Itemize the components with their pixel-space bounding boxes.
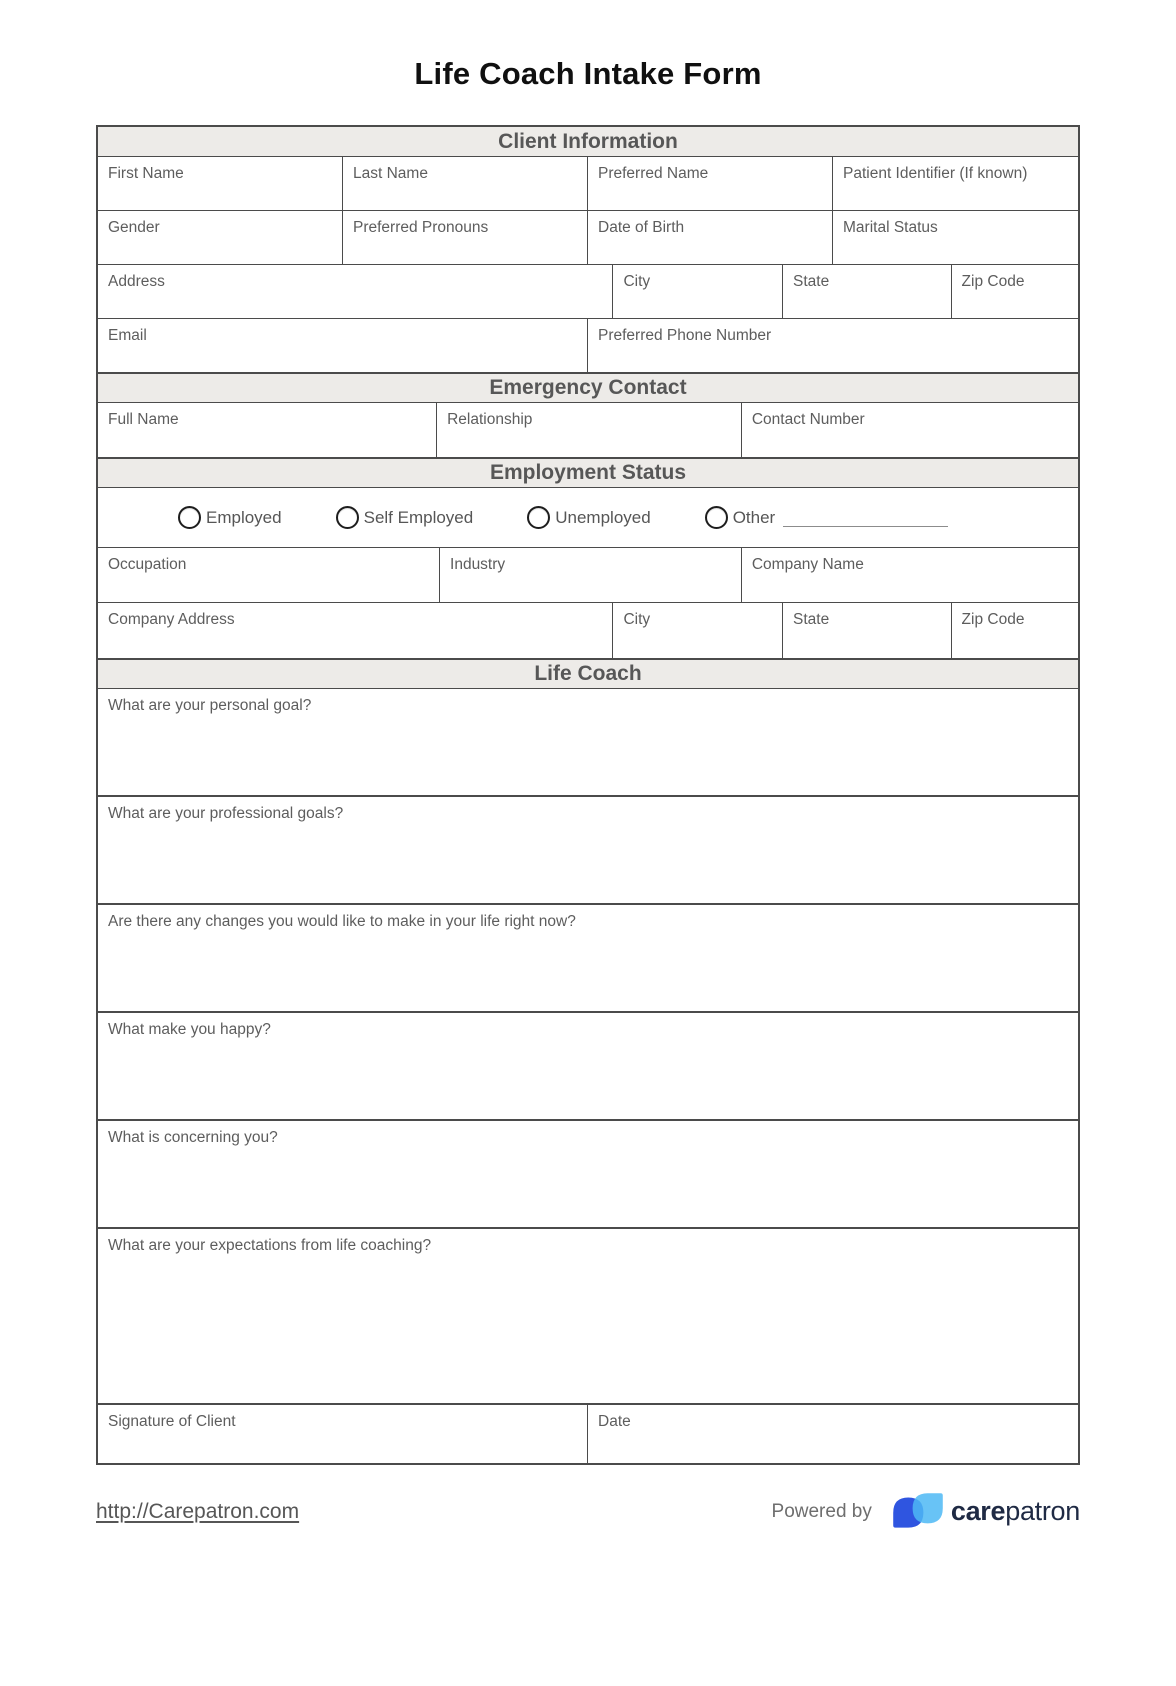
section-header-employment-status [98, 458, 1078, 488]
question-happiness-label: What make you happy? [108, 1021, 271, 1038]
first-name-label: First Name [108, 165, 184, 182]
other-text-line[interactable] [783, 508, 948, 527]
section-title: Employment Status [489, 461, 687, 484]
section-header-life-coach [98, 659, 1078, 689]
city-field[interactable] [613, 265, 783, 318]
question-happiness-row [98, 1013, 1078, 1121]
company-city-label: City [623, 611, 651, 628]
page-title: Life Coach Intake Form [414, 56, 762, 91]
address-field[interactable] [98, 265, 613, 318]
state-label: State [793, 273, 830, 290]
radio-label-unemployed: Unemployed [555, 507, 651, 527]
row-company-address [98, 603, 1078, 659]
question-concerns-row [98, 1121, 1078, 1229]
question-professional-goals-label: What are your professional goals? [108, 805, 344, 822]
page-footer [96, 1492, 1080, 1531]
question-expectations-field[interactable] [98, 1229, 1078, 1403]
company-zip-code-field[interactable] [952, 603, 1078, 658]
date-label: Date [598, 1413, 631, 1430]
row-demographics [98, 211, 1078, 265]
preferred-name-label: Preferred Name [598, 165, 709, 182]
question-professional-goals-field[interactable] [98, 797, 1078, 903]
first-name-field[interactable] [98, 157, 343, 210]
company-state-field[interactable] [783, 603, 952, 658]
question-concerns-field[interactable] [98, 1121, 1078, 1227]
signature-of-client-field[interactable] [98, 1405, 588, 1463]
occupation-label: Occupation [108, 556, 187, 573]
company-address-field[interactable] [98, 603, 613, 658]
city-label: City [623, 273, 651, 290]
zip-code-field[interactable] [952, 265, 1078, 318]
section-header-client-information [98, 127, 1078, 157]
radio-option-self-employed[interactable] [336, 506, 474, 529]
patient-identifier-label: Patient Identifier (If known) [843, 165, 1028, 182]
question-life-changes-label: Are there any changes you would like to make in your life right now? [108, 913, 576, 930]
powered-by-text: Powered by [771, 1500, 872, 1522]
industry-field[interactable] [440, 548, 742, 602]
last-name-label: Last Name [353, 165, 428, 182]
row-address [98, 265, 1078, 319]
date-of-birth-label: Date of Birth [598, 219, 685, 236]
radio-button-icon [705, 506, 728, 529]
brand-light-part: patron [1005, 1496, 1080, 1526]
emergency-relationship-field[interactable] [437, 403, 742, 457]
radio-label-self-employed: Self Employed [363, 507, 474, 527]
emergency-contact-number-label: Contact Number [751, 411, 865, 428]
company-name-label: Company Name [751, 556, 864, 573]
email-field[interactable] [98, 319, 588, 372]
emergency-contact-number-field[interactable] [742, 403, 1078, 457]
date-field[interactable] [588, 1405, 1078, 1463]
question-concerns-label: What is concerning you? [108, 1129, 278, 1146]
carepatron-logo-icon [890, 1492, 946, 1531]
company-state-label: State [793, 611, 830, 628]
company-city-field[interactable] [613, 603, 783, 658]
row-signature [98, 1405, 1078, 1463]
emergency-relationship-label: Relationship [447, 411, 533, 428]
row-emergency-contact [98, 403, 1078, 458]
section-title: Emergency Contact [489, 376, 687, 399]
radio-label-employed: Employed [206, 507, 282, 527]
preferred-pronouns-label: Preferred Pronouns [353, 219, 489, 236]
question-life-changes-row [98, 905, 1078, 1013]
document-page [0, 56, 1176, 1686]
occupation-field[interactable] [98, 548, 440, 602]
question-professional-goals-row [98, 797, 1078, 905]
last-name-field[interactable] [343, 157, 588, 210]
date-of-birth-field[interactable] [588, 211, 833, 264]
row-contact [98, 319, 1078, 373]
row-occupation [98, 548, 1078, 603]
employment-status-options [98, 488, 1078, 548]
intake-form-table [96, 125, 1080, 1465]
question-personal-goals-row [98, 689, 1078, 797]
radio-button-icon [336, 506, 359, 529]
radio-option-unemployed[interactable] [527, 506, 650, 529]
powered-by-block [772, 1492, 1080, 1531]
marital-status-label: Marital Status [843, 219, 938, 236]
company-zip-code-label: Zip Code [961, 611, 1025, 628]
zip-code-label: Zip Code [961, 273, 1025, 290]
section-title: Life Coach [534, 662, 642, 685]
question-happiness-field[interactable] [98, 1013, 1078, 1119]
radio-button-icon [527, 506, 550, 529]
radio-button-icon [178, 506, 201, 529]
address-label: Address [108, 273, 165, 290]
email-label: Email [108, 327, 147, 344]
question-personal-goals-field[interactable] [98, 689, 1078, 795]
gender-field[interactable] [98, 211, 343, 264]
radio-label-other: Other [732, 507, 776, 527]
preferred-pronouns-field[interactable] [343, 211, 588, 264]
question-expectations-label: What are your expectations from life coaching? [108, 1237, 432, 1254]
brand-bold-part: care [950, 1496, 1006, 1526]
section-header-emergency-contact [98, 373, 1078, 403]
question-life-changes-field[interactable] [98, 905, 1078, 1011]
emergency-full-name-label: Full Name [108, 411, 179, 428]
question-expectations-row [98, 1229, 1078, 1405]
carepatron-wordmark [951, 1496, 1080, 1527]
radio-option-other[interactable] [705, 506, 949, 529]
question-personal-goals-label: What are your personal goal? [108, 697, 312, 714]
emergency-full-name-field[interactable] [98, 403, 437, 457]
row-name-fields [98, 157, 1078, 211]
state-field[interactable] [783, 265, 952, 318]
radio-option-employed[interactable] [178, 506, 282, 529]
preferred-phone-label: Preferred Phone Number [598, 327, 772, 344]
marital-status-field[interactable] [833, 211, 1078, 264]
carepatron-link[interactable]: http://Carepatron.com [96, 1499, 300, 1523]
industry-label: Industry [450, 556, 506, 573]
preferred-name-field[interactable] [588, 157, 833, 210]
section-title: Client Information [498, 129, 678, 153]
patient-identifier-field[interactable] [833, 157, 1078, 210]
company-name-field[interactable] [742, 548, 1078, 602]
gender-label: Gender [108, 219, 160, 236]
preferred-phone-field[interactable] [588, 319, 1078, 372]
signature-of-client-label: Signature of Client [108, 1413, 236, 1430]
company-address-label: Company Address [108, 611, 235, 628]
